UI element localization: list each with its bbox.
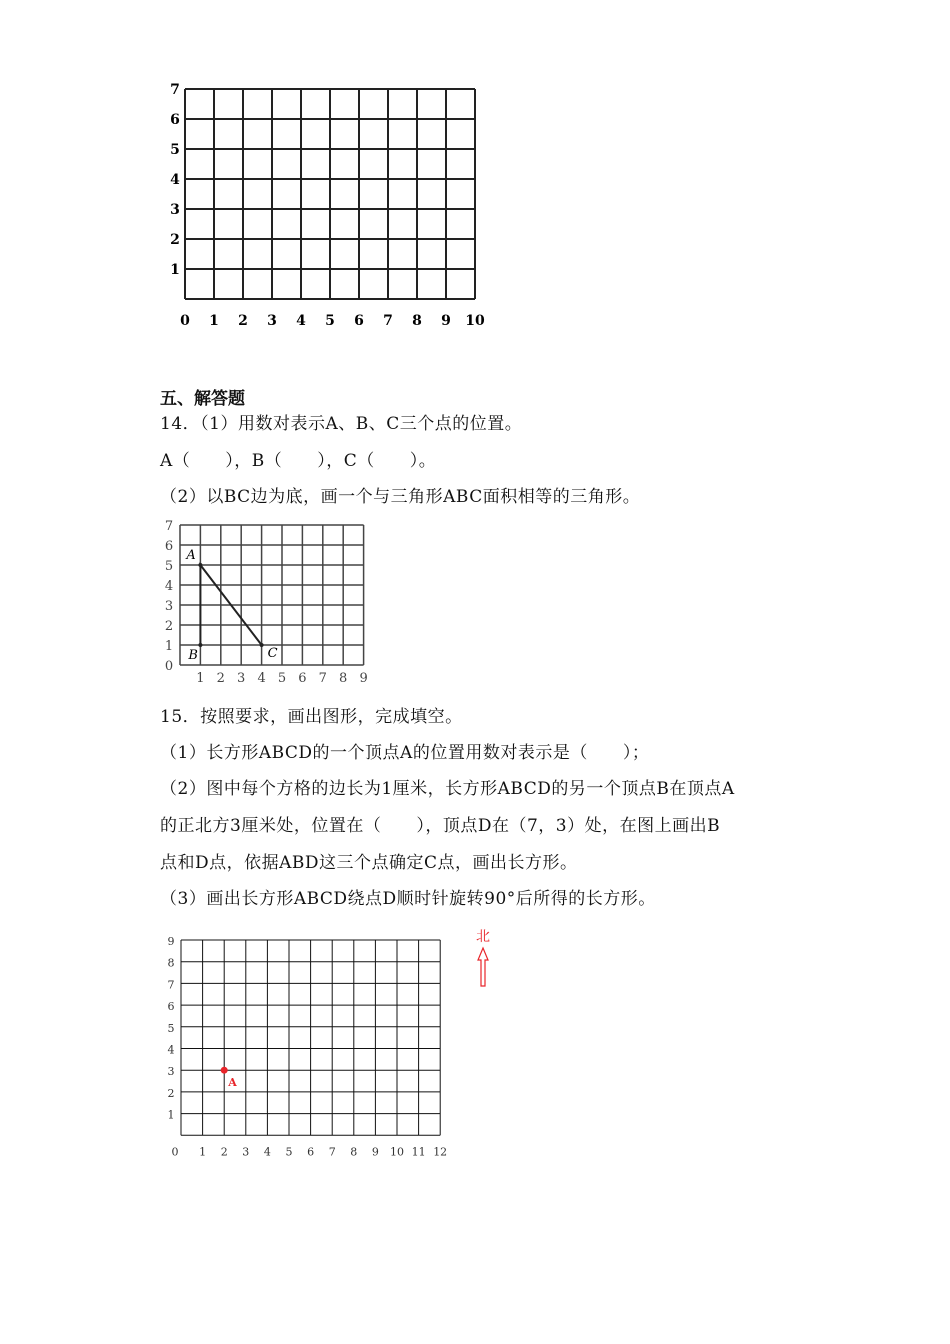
x-tick-label: 4: [296, 313, 306, 329]
q14-line3: （2）以BC边为底，画一个与三角形ABC面积相等的三角形。: [160, 487, 641, 507]
q14-line2: A（ ），B（ ），C（ ）。: [160, 451, 437, 471]
q15-line4: 的正北方3厘米处，位置在（ ），顶点D在（7，3）处，在图上画出B: [160, 816, 721, 836]
x-tick-label: 1: [196, 671, 205, 686]
y-tick-label: 2: [164, 619, 174, 634]
x-tick-label: 4: [257, 671, 266, 686]
y-tick-label: 7: [170, 82, 180, 98]
x-tick-label: 9: [441, 313, 451, 329]
q14-line1: 14．（1）用数对表示A、B、C三个点的位置。: [160, 414, 523, 434]
y-tick-label: 4: [167, 1043, 175, 1057]
point-label: B: [188, 648, 198, 663]
point-B: [198, 643, 202, 647]
north-arrow-icon: [472, 946, 494, 990]
x-tick-label: 2: [220, 1145, 228, 1159]
y-tick-label: 7: [167, 978, 175, 992]
y-tick-label: 1: [167, 1108, 175, 1122]
y-tick-label: 3: [164, 599, 174, 614]
x-tick-label: 3: [237, 671, 246, 686]
coordinate-grid-3: [155, 925, 465, 1165]
y-tick-label: 1: [170, 262, 180, 278]
y-tick-label: 3: [167, 1065, 175, 1079]
x-tick-label: 11: [411, 1145, 426, 1159]
coordinate-grid-2: [155, 510, 385, 690]
x-tick-label: 7: [318, 671, 327, 686]
x-tick-label: 9: [371, 1145, 379, 1159]
coordinate-grid-1: [160, 80, 500, 330]
x-tick-label: 1: [199, 1145, 207, 1159]
y-tick-label: 5: [164, 559, 174, 574]
x-tick-label: 2: [238, 313, 248, 329]
y-tick-label: 5: [167, 1021, 175, 1035]
point-label: A: [186, 548, 196, 563]
y-tick-label: 6: [164, 539, 174, 554]
y-tick-label: 6: [167, 1000, 175, 1014]
north-indicator: [472, 926, 494, 990]
y-tick-label: 6: [170, 112, 180, 128]
q15-line1: 15．按照要求，画出图形，完成填空。: [160, 707, 463, 727]
point-A: [221, 1067, 228, 1074]
x-tick-label: 7: [328, 1145, 336, 1159]
point-A: [198, 563, 202, 567]
x-tick-label: 6: [307, 1145, 315, 1159]
x-tick-label: 5: [285, 1145, 293, 1159]
point-label: C: [267, 646, 278, 661]
north-label: 北: [476, 929, 490, 945]
x-tick-label: 9: [359, 671, 368, 686]
x-tick-label: 4: [263, 1145, 271, 1159]
x-tick-label: 8: [350, 1145, 358, 1159]
y-tick-label: 8: [167, 956, 175, 970]
q15-line5: 点和D点，依据ABD这三个点确定C点，画出长方形。: [160, 853, 578, 873]
x-tick-label: 3: [267, 313, 277, 329]
x-tick-label: 10: [390, 1145, 404, 1159]
x-tick-label: 5: [277, 671, 287, 686]
x-tick-label: 3: [242, 1145, 250, 1159]
y-tick-label: 7: [164, 519, 174, 534]
x-tick-label: 6: [354, 313, 364, 329]
y-tick-label: 4: [170, 172, 180, 188]
y-tick-label: 5: [170, 142, 180, 158]
x-tick-label: 2: [216, 671, 225, 686]
y-tick-label: 4: [164, 579, 174, 594]
q15-line3: （2）图中每个方格的边长为1厘米，长方形ABCD的另一个顶点B在顶点A: [160, 779, 735, 799]
y-tick-label: 1: [164, 639, 174, 654]
q15-line2: （1）长方形ABCD的一个顶点A的位置用数对表示是（ ）；: [160, 743, 650, 763]
x-tick-label: 0: [180, 313, 190, 329]
x-tick-label: 7: [383, 313, 393, 329]
y-tick-label: 2: [170, 232, 180, 248]
point-label: A: [228, 1076, 237, 1090]
section-title: 五、解答题: [160, 389, 245, 409]
x-tick-label: 12: [433, 1145, 448, 1159]
q15-line6: （3）画出长方形ABCD绕点D顺时针旋转90°后所得的长方形。: [160, 889, 656, 909]
y-tick-label: 2: [167, 1086, 175, 1100]
x-tick-label: 8: [339, 671, 348, 686]
point-C: [260, 643, 264, 647]
y-tick-label: 0: [164, 659, 174, 674]
y-tick-label: 9: [167, 935, 175, 948]
x-tick-label: 1: [209, 313, 219, 329]
y-tick-label: 3: [170, 202, 180, 218]
x-tick-label: 8: [412, 313, 422, 329]
x-tick-label: 0: [171, 1145, 179, 1159]
x-tick-label: 10: [465, 313, 485, 329]
x-tick-label: 6: [298, 671, 307, 686]
x-tick-label: 5: [325, 313, 335, 329]
